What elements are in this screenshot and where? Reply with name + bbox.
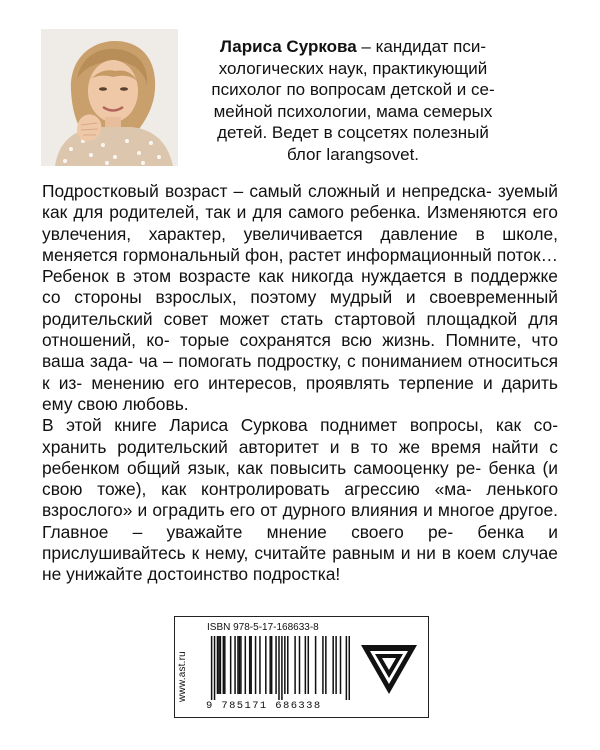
barcode-bar [214, 636, 216, 700]
author-photo [41, 29, 178, 166]
book-description [42, 181, 558, 586]
description-paragraph [42, 415, 558, 585]
bio-line: детей. Ведет в соцсетях полезный [217, 123, 489, 142]
barcode-bar [275, 636, 277, 694]
text-line: поэтому мудрый и своевременный родительский совет [42, 287, 558, 329]
text-line: торые сохранятся всю жизнь. Помните, что ваша зада- [42, 330, 558, 372]
author-portrait-image [41, 29, 178, 166]
barcode-bar [332, 636, 334, 694]
text-line: в коем случае не унижайте достоинство подростка! [42, 543, 558, 585]
barcode-bar [315, 636, 317, 694]
barcode-bar [249, 636, 251, 694]
description-paragraph [42, 181, 558, 415]
barcode-bar [224, 636, 226, 694]
barcode-bar [220, 636, 222, 694]
text-line: ему свою любовь. [42, 393, 189, 414]
barcode-bar [234, 636, 236, 694]
bio-line: мейной психологии, мама семерых [213, 101, 493, 121]
barcode-bar [223, 636, 225, 694]
barcode-box [174, 616, 429, 718]
barcode-bar [245, 636, 247, 694]
text-line: ленького взрослого» и оградить его от дурного влияния [42, 479, 558, 521]
barcode-digits: 9 785171 686338 [206, 700, 322, 712]
bio-line: – кандидат пси- [356, 37, 487, 56]
publisher-website: www.ast.ru [177, 651, 188, 702]
author-bio [188, 36, 518, 165]
bio-line: блог larangsovet. [286, 144, 420, 164]
barcode-bar [287, 636, 289, 694]
author-name: Лариса Суркова [219, 37, 357, 56]
barcode-bar [322, 636, 324, 694]
barcode-bar [211, 636, 213, 700]
text-line: бенка и прислушивайтесь к нему, считайте равным и ни [42, 521, 558, 564]
text-line: Изменяются его увлечения, характер, увеличивается [42, 202, 558, 244]
text-line: информационный поток… Ребенок в этом возрасте как [42, 244, 558, 287]
barcode-bar [308, 636, 310, 694]
barcode-bar [239, 636, 241, 694]
v-triangle-logo-icon [358, 641, 420, 697]
barcode-bar [325, 636, 327, 694]
text-line: Подростковый возраст – самый сложный и непредска- [42, 181, 492, 201]
text-line: никогда нуждается в поддержке со стороны взрослых, [42, 266, 558, 308]
barcode-bar [259, 636, 261, 694]
barcode-bar [237, 636, 239, 694]
barcode-bar [340, 636, 342, 694]
barcode-bar [265, 636, 267, 694]
bio-line: хологических наук, практикующий [218, 58, 488, 78]
barcode-bar [278, 636, 280, 700]
barcode-bar [255, 636, 257, 694]
barcode-bar [230, 636, 232, 694]
barcode-image [205, 636, 350, 700]
barcode-bar [346, 636, 348, 700]
isbn-label: ISBN 978-5-17-168633-8 [207, 622, 319, 633]
text-line: может стать стартовой площадкой для отношений, ко- [42, 308, 558, 351]
barcode-bar [217, 636, 219, 694]
barcode-bar [218, 636, 220, 694]
barcode-bar [299, 636, 301, 694]
bio-line: психолог по вопросам детской и се- [211, 80, 495, 99]
barcode-bar [335, 636, 337, 694]
barcode-bar [269, 636, 271, 694]
barcode-bar [240, 636, 242, 694]
barcode-bar [250, 636, 252, 694]
text-line: с ребенком общий язык, как повысить самооценку ре- [42, 436, 558, 478]
barcode-bar [305, 636, 307, 694]
text-line: зуемый как для родителей, так и для самого ребенка. [42, 181, 558, 223]
text-line: хранить родительский авторитет и в то же время найти [42, 436, 539, 457]
text-line: бенка (и свою тоже), как контролировать агрессию «ма- [42, 457, 558, 500]
barcode-bar [284, 636, 286, 694]
text-line: ча – помогать подростку, с пониманием относиться к из- [42, 351, 558, 393]
text-line: и многое другое. Главное – уважайте мнение своего ре- [42, 500, 558, 542]
text-line: менению его интересов, проявлять терпение и дарить [91, 372, 558, 393]
barcode-bar [294, 636, 296, 694]
text-line: В этой книге Лариса Суркова поднимет вопросы, как со- [42, 415, 558, 436]
barcode-bar [349, 636, 350, 700]
text-line: давление в школе, меняется гормональный фон, растет [42, 223, 558, 265]
barcode-bar [271, 636, 273, 694]
barcode-bar [281, 636, 283, 700]
